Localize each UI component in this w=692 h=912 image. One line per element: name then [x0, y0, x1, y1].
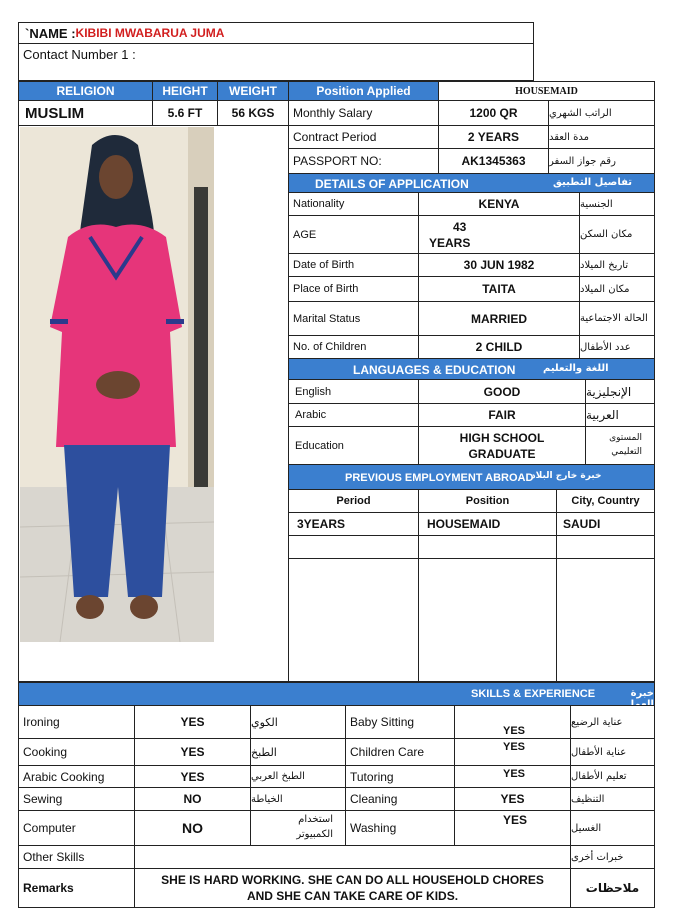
other-skills-ar: خبرات أخرى — [570, 845, 655, 869]
contact-row — [18, 43, 534, 81]
skill-childcare-label: Children Care — [345, 738, 455, 766]
dob-label-ar: تاريخ الميلاد — [579, 253, 655, 277]
skill-tutoring-label: Tutoring — [345, 765, 455, 788]
skill-arabic-cooking-label: Arabic Cooking — [18, 765, 135, 788]
nationality-label: Nationality — [288, 192, 419, 216]
application-title: DETAILS OF APPLICATION — [315, 177, 469, 191]
remarks-line1: SHE IS HARD WORKING. SHE CAN DO ALL HOUSEHOLD CHORES — [161, 873, 544, 887]
weight-header: WEIGHT — [217, 81, 289, 101]
skills-header — [18, 682, 655, 710]
dob-label: Date of Birth — [288, 253, 419, 277]
employment-city: SAUDI — [556, 512, 655, 536]
english-value: GOOD — [418, 379, 586, 404]
languages-title-ar: اللغة والتعليم — [543, 363, 609, 374]
skill-babysitting-value-text: YES — [503, 725, 526, 737]
passport-label-ar: رقم جواز السفر — [548, 148, 655, 174]
nationality-value: KENYA — [418, 192, 580, 216]
skill-washing-ar: الغسيل — [570, 810, 655, 846]
skill-childcare-value — [454, 738, 571, 766]
skill-computer-ar — [250, 810, 346, 846]
marital-label: Marital Status — [288, 301, 419, 336]
employment-empty-row — [418, 535, 557, 559]
passport-value: AK1345363 — [438, 148, 549, 174]
height-header: HEIGHT — [152, 81, 218, 101]
dob-value: 30 JUN 1982 — [418, 253, 580, 277]
employment-col-position: Position — [418, 489, 557, 513]
arabic-label-ar: العربية — [585, 403, 655, 427]
education-ar-line2: التعليمي — [611, 447, 642, 457]
skill-childcare-ar: عناية الأطفال — [570, 738, 655, 766]
employment-empty-row — [418, 558, 557, 682]
education-line2: GRADUATE — [468, 447, 536, 461]
skill-sewing-ar: الخياطة — [250, 787, 346, 811]
salary-label: Monthly Salary — [288, 100, 439, 126]
languages-header — [288, 358, 655, 380]
remarks-label: Remarks — [18, 868, 135, 908]
skill-childcare-value-text: YES — [503, 741, 526, 753]
pob-label: Place of Birth — [288, 276, 419, 302]
skill-tutoring-value — [454, 765, 571, 788]
skill-computer-value: NO — [134, 810, 251, 846]
age-label-ar: مكان السكن — [579, 215, 655, 254]
skill-ironing-label: Ironing — [18, 705, 135, 739]
children-label-ar: عدد الأطفال — [579, 335, 655, 359]
height-value: 5.6 FT — [152, 100, 218, 126]
religion-header: RELIGION — [18, 81, 153, 101]
children-value: 2 CHILD — [418, 335, 580, 359]
education-line1: HIGH SCHOOL — [459, 431, 545, 445]
name-row — [18, 22, 534, 44]
skill-cleaning-ar: التنظيف — [570, 787, 655, 811]
skill-babysitting-label: Baby Sitting — [345, 705, 455, 739]
age-label: AGE — [288, 215, 419, 254]
skill-computer-label: Computer — [18, 810, 135, 846]
contract-label: Contract Period — [288, 125, 439, 149]
skill-cleaning-label: Cleaning — [345, 787, 455, 811]
employment-empty-row — [556, 535, 655, 559]
salary-label-ar: الراتب الشهري — [548, 100, 655, 126]
skill-cooking-value: YES — [134, 738, 251, 766]
skill-cooking-label: Cooking — [18, 738, 135, 766]
education-value — [418, 426, 586, 465]
skill-babysitting-value — [454, 705, 571, 739]
skill-ironing-value: YES — [134, 705, 251, 739]
position-applied-value: HOUSEMAID — [438, 81, 655, 101]
remarks-ar: ملاحظات — [570, 868, 655, 908]
pob-label-ar: مكان الميلاد — [579, 276, 655, 302]
skills-title: SKILLS & EXPERIENCE — [471, 688, 596, 700]
remarks-value — [134, 868, 571, 908]
children-label: No. of Children — [288, 335, 419, 359]
name-label: `NAME : — [25, 25, 76, 41]
salary-value: 1200 QR — [438, 100, 549, 126]
nationality-label-ar: الجنسية — [579, 192, 655, 216]
education-ar-line1: المستوى — [609, 433, 642, 443]
age-unit: YEARS — [429, 236, 471, 250]
contact-label: Contact Number 1 : — [23, 47, 136, 62]
pob-value: TAITA — [418, 276, 580, 302]
skill-arabic-cooking-ar: الطبخ العربي — [250, 765, 346, 788]
employment-col-period: Period — [288, 489, 419, 513]
application-header — [288, 173, 655, 193]
applicant-name: KIBIBI MWABARUA JUMA — [75, 26, 225, 40]
contract-value: 2 YEARS — [438, 125, 549, 149]
skill-cooking-ar: الطبخ — [250, 738, 346, 766]
application-title-ar: تفاصيل التطبيق — [553, 177, 633, 188]
skill-sewing-value: NO — [134, 787, 251, 811]
employment-header — [288, 464, 655, 490]
employment-empty-row — [288, 535, 419, 559]
marital-label-ar: الحالة الاجتماعية — [579, 301, 655, 336]
contract-label-ar: مدة العقد — [548, 125, 655, 149]
skill-cleaning-value: YES — [454, 787, 571, 811]
age-value — [418, 215, 580, 254]
arabic-value: FAIR — [418, 403, 586, 427]
skill-tutoring-ar: تعليم الأطفال — [570, 765, 655, 788]
skill-tutoring-value-text: YES — [503, 768, 526, 780]
skill-arabic-cooking-value: YES — [134, 765, 251, 788]
skill-babysitting-ar: عناية الرضيع — [570, 705, 655, 739]
employment-empty-row — [288, 558, 419, 682]
employment-empty-row — [556, 558, 655, 682]
skills-title-ar: خبرة العمل — [625, 688, 654, 710]
skill-washing-value-text: YES — [503, 813, 528, 827]
english-label: English — [288, 379, 419, 404]
education-label-ar — [585, 426, 655, 465]
age-number: 43 — [453, 220, 467, 234]
other-skills-value — [134, 845, 571, 869]
applicant-photo — [20, 127, 214, 642]
position-applied-label: Position Applied — [288, 81, 439, 101]
other-skills-label: Other Skills — [18, 845, 135, 869]
employment-position: HOUSEMAID — [418, 512, 557, 536]
name-field — [21, 23, 224, 43]
remarks-line2: AND SHE CAN TAKE CARE OF KIDS. — [246, 889, 459, 903]
skill-washing-label: Washing — [345, 810, 455, 846]
arabic-label: Arabic — [288, 403, 419, 427]
employment-period: 3YEARS — [288, 512, 419, 536]
education-label: Education — [288, 426, 419, 465]
employment-col-city: City, Country — [556, 489, 655, 513]
english-label-ar: الإنجليزية — [585, 379, 655, 404]
employment-title: PREVIOUS EMPLOYMENT ABROAD — [345, 472, 534, 484]
skill-washing-value — [454, 810, 571, 846]
employment-title-ar: خبرة خارج البلاد — [531, 471, 602, 481]
skill-sewing-label: Sewing — [18, 787, 135, 811]
passport-label: PASSPORT NO: — [288, 148, 439, 174]
religion-value: MUSLIM — [18, 100, 153, 126]
skill-computer-ar-line1: استخدام — [298, 814, 333, 825]
languages-title: LANGUAGES & EDUCATION — [353, 363, 516, 377]
weight-value: 56 KGS — [217, 100, 289, 126]
skill-ironing-ar: الكوي — [250, 705, 346, 739]
marital-value: MARRIED — [418, 301, 580, 336]
skill-computer-ar-line2: الكمبيوتر — [296, 829, 333, 840]
